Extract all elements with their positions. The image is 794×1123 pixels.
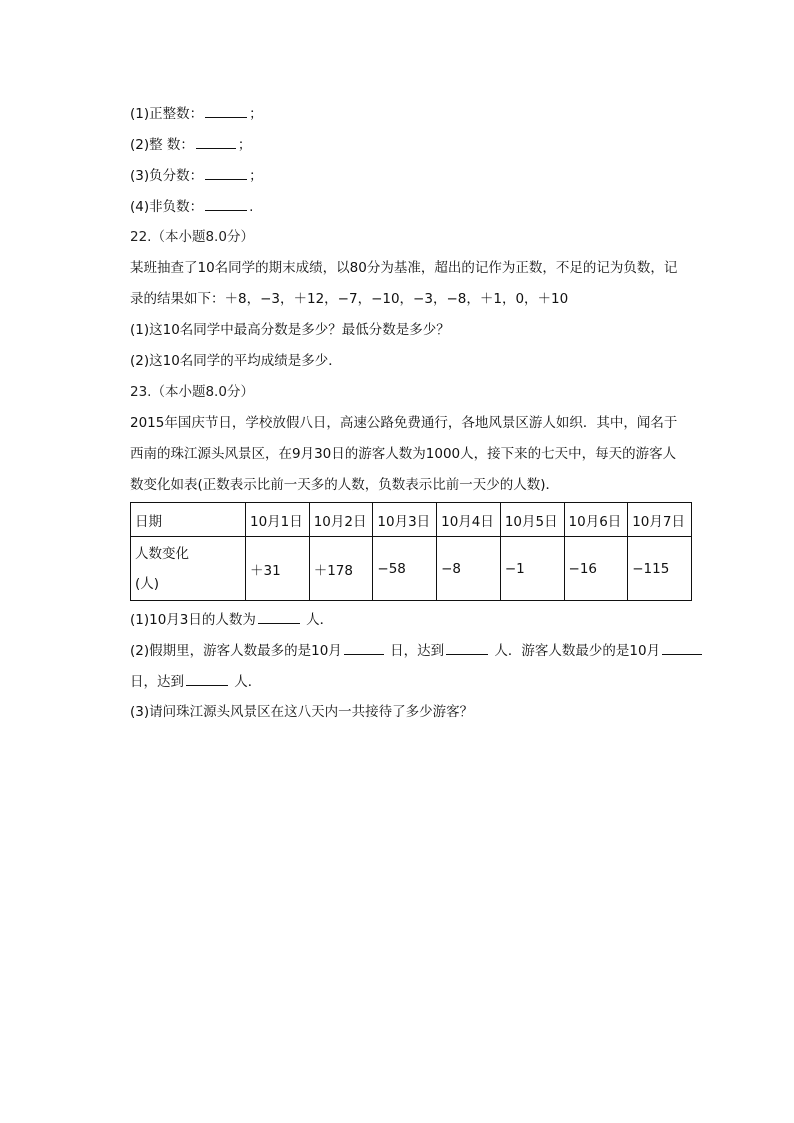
q23-sub-2-line-1 bbox=[130, 640, 700, 661]
table-date-cell: 10月4日 bbox=[437, 503, 501, 537]
table-date-cell: 10月3日 bbox=[373, 503, 437, 537]
row-label-line-2: (人) bbox=[135, 575, 160, 592]
table-value-cell: ＋178 bbox=[309, 537, 373, 601]
q23-sub-2-line-2 bbox=[130, 671, 700, 692]
q23-text-line-2: 西南的珠江源头风景区，在9月30日的游客人数为1000人，接下来的七天中，每天的游客人 bbox=[130, 446, 677, 462]
answer-blank[interactable] bbox=[186, 671, 228, 686]
q23-sub-2-text-e: 人． bbox=[230, 674, 262, 690]
answer-blank[interactable] bbox=[196, 134, 236, 149]
q22-text-line-1: 某班抽查了10名同学的期末成绩，以80分为基准，超出的记作为正数，不足的记为负数，记 bbox=[130, 260, 678, 276]
table-date-cell: 10月6日 bbox=[564, 503, 628, 537]
table-date-cell: 10月2日 bbox=[309, 503, 373, 537]
table-date-cell: 10月5日 bbox=[500, 503, 564, 537]
answer-blank[interactable] bbox=[446, 640, 488, 655]
q21-item-4-punct: . bbox=[249, 199, 254, 215]
q21-item-3-punct: ； bbox=[249, 168, 263, 184]
table-value-cell: −58 bbox=[373, 537, 437, 601]
q22-text-line-2: 录的结果如下：＋8，−3，＋12，−7，−10，−3，−8，＋1，0，＋10 bbox=[130, 291, 569, 307]
q21-item-1-punct: ； bbox=[249, 106, 263, 122]
q23-sub-2-text-a: (2)假期里，游客人数最多的是10月 bbox=[130, 643, 342, 659]
answer-blank[interactable] bbox=[258, 609, 300, 624]
table-header-cell bbox=[131, 537, 246, 601]
q21-item-2-punct: ； bbox=[237, 137, 252, 153]
q23-text-line-1: 2015年国庆节日，学校放假八日，高速公路免费通行，各地风景区游人如织．其中，闻名于 bbox=[130, 415, 678, 431]
q22-sub-1: (1)这10名同学中最高分数是多少？最低分数是多少？ bbox=[130, 322, 450, 338]
q21-item-3 bbox=[130, 165, 700, 186]
answer-blank[interactable] bbox=[205, 196, 247, 211]
table-date-cell: 10月1日 bbox=[246, 503, 310, 537]
q23-sub-2-text-b: 日，达到 bbox=[385, 643, 445, 659]
q21-item-4 bbox=[130, 196, 700, 217]
q22-header: 22.（本小题8.0分） bbox=[130, 229, 254, 245]
q23-sub-3: (3)请问珠江源头风景区在这八天内一共接待了多少游客？ bbox=[130, 704, 474, 720]
q23-sub-2-text-c: 人．游客人数最少的是10月 bbox=[490, 643, 661, 659]
q21-item-4-label: (4)非负数： bbox=[130, 199, 204, 215]
answer-blank[interactable] bbox=[205, 165, 247, 180]
table-row bbox=[131, 503, 692, 537]
q23-header: 23.（本小题8.0分） bbox=[130, 384, 254, 400]
q23-text-line-3: 数变化如表(正数表示比前一天多的人数，负数表示比前一天少的人数)． bbox=[130, 477, 560, 493]
q21-item-1-label: (1)正整数： bbox=[130, 106, 204, 122]
q21-item-3-label: (3)负分数： bbox=[130, 168, 204, 184]
q23-sub-1 bbox=[130, 609, 700, 630]
q21-item-2 bbox=[130, 134, 700, 155]
answer-blank[interactable] bbox=[344, 640, 384, 655]
answer-blank[interactable] bbox=[662, 640, 702, 655]
table-value-cell: ＋31 bbox=[246, 537, 310, 601]
table-date-cell: 10月7日 bbox=[628, 503, 692, 537]
row-label-line-1: 人数变化 bbox=[135, 545, 189, 562]
q23-sub-2-text-d: 日，达到 bbox=[130, 674, 184, 690]
q23-sub-1-unit: 人． bbox=[301, 612, 334, 628]
answer-blank[interactable] bbox=[205, 103, 247, 118]
table-value-cell: −16 bbox=[564, 537, 628, 601]
table-row bbox=[131, 537, 692, 601]
q21-item-1 bbox=[130, 103, 700, 124]
table-value-cell: −8 bbox=[437, 537, 501, 601]
table-header-cell: 日期 bbox=[131, 503, 246, 537]
q23-sub-1-text: (1)10月3日的人数为 bbox=[130, 612, 256, 628]
visitor-change-table bbox=[130, 502, 692, 601]
table-value-cell: −1 bbox=[500, 537, 564, 601]
q22-sub-2: (2)这10名同学的平均成绩是多少． bbox=[130, 353, 342, 369]
table-value-cell: −115 bbox=[628, 537, 692, 601]
q21-item-2-label: (2)整 数： bbox=[130, 137, 194, 153]
